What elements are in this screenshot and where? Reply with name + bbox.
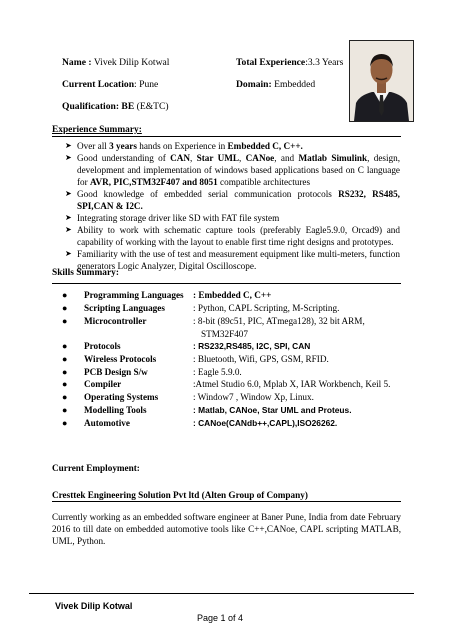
name-field: [62, 57, 169, 68]
list-item: [66, 188, 400, 212]
skill-value: : Matlab, CANoe, Star UML and Proteus.: [193, 405, 352, 416]
skills-section-title: Skills Summary:: [52, 268, 119, 278]
profile-photo: [349, 40, 414, 122]
experience-list: [66, 140, 400, 272]
skill-row: [62, 340, 402, 353]
skills-table: [62, 289, 402, 430]
list-item: [66, 212, 400, 224]
skill-row: [62, 404, 402, 417]
skill-label: PCB Design S/w: [84, 366, 148, 377]
skill-row: [62, 391, 402, 404]
domain-field: [236, 79, 315, 90]
item-bold: RS232, RS485, SPI,CAN & I2C.: [77, 189, 400, 211]
skill-row: [62, 378, 402, 391]
arrow-bullet-icon: ➤: [65, 189, 72, 198]
name-label: Name :: [62, 57, 92, 68]
bullet-icon: ●: [62, 366, 68, 377]
item-text: Good understanding of: [77, 153, 171, 163]
item-text: Ability to work with schematic capture tools (preferably Eagle5.9.0, Orcad9) and capability of working with the layout to enable first time right designs and prototypes.: [77, 225, 400, 247]
domain-value: Embedded: [274, 79, 316, 90]
bullet-icon: ●: [62, 302, 68, 313]
bullet-icon: ●: [62, 418, 68, 429]
skill-label: Protocols: [84, 340, 121, 351]
bullet-icon: ●: [62, 405, 68, 416]
item-bold: 3 years: [109, 141, 137, 151]
bullet-icon: ●: [62, 315, 68, 326]
section-divider: [52, 501, 401, 502]
skill-row: [62, 315, 402, 340]
location-value: : Pune: [134, 79, 159, 90]
skill-label: Compiler: [84, 379, 122, 390]
skill-row: [62, 289, 402, 302]
skill-label: Modelling Tools: [84, 405, 147, 416]
skill-value: : Python, CAPL Scripting, M-Scripting.: [193, 302, 340, 313]
employment-description: Currently working as an embedded software engineer at Baner Pune, India from date February 2016 to till date on embedded automotive tools like C++,CANoe, CAPL scripting MATLAB, UML, Python.: [52, 512, 401, 546]
skill-label: Programming Languages: [84, 290, 184, 300]
qualification-value-bold: : BE: [115, 101, 135, 112]
bullet-icon: ●: [62, 290, 68, 300]
item-text: Good knowledge of embedded serial communication protocols: [77, 189, 339, 199]
company-name: Cresttek Engineering Solution Pvt ltd (Alten Group of Company): [52, 490, 308, 500]
skill-label: Automotive: [84, 418, 130, 429]
item-text: ,: [189, 153, 197, 163]
skill-label: Operating Systems: [84, 392, 159, 403]
skill-value: : CANoe(CANdb++,CAPL),ISO26262.: [193, 418, 338, 429]
item-text: ,: [239, 153, 246, 163]
arrow-bullet-icon: ➤: [65, 225, 72, 234]
location-field: [62, 79, 158, 90]
item-text: Familiarity with the use of test and measurement equipment like multi-meters, function generators Logic Analyzer, Digital Oscilloscope.: [77, 249, 400, 271]
item-text: compatible architectures: [217, 177, 311, 187]
name-value: Vivek Dilip Kotwal: [93, 57, 170, 68]
skill-value: : Window7 , Window Xp, Linux.: [193, 392, 314, 403]
item-bold: Embedded C, C++.: [227, 141, 303, 151]
bullet-icon: ●: [62, 392, 68, 403]
domain-label: Domain:: [236, 79, 272, 90]
skill-value: : Eagle 5.9.0.: [193, 366, 242, 377]
footer-divider: [29, 593, 414, 594]
arrow-bullet-icon: ➤: [65, 249, 72, 258]
skill-value-continued: STM32F407: [201, 328, 248, 339]
person-photo-icon: [350, 41, 413, 121]
list-item: [66, 224, 400, 248]
item-bold: AVR, PIC,STM32F407 and 8051: [90, 177, 218, 187]
experience-value: :3.3 Years: [305, 57, 344, 68]
experience-field: [236, 57, 343, 68]
item-text: , design, development and implementation of windows based applications based on C language for: [77, 153, 401, 187]
arrow-bullet-icon: ➤: [65, 141, 72, 150]
skill-value: :Atmel Studio 6.0, Mplab X, IAR Workbench, Keil 5.: [193, 379, 391, 390]
skill-value: : RS232,RS485, I2C, SPI, CAN: [193, 340, 311, 351]
skill-row: [62, 353, 402, 366]
skill-label: Scripting Languages: [84, 302, 165, 313]
bullet-icon: ●: [62, 353, 68, 364]
skill-label: Wireless Protocols: [84, 353, 157, 364]
qualification-field: [62, 101, 169, 112]
bullet-icon: ●: [62, 340, 68, 351]
experience-section-title: Experience Summary:: [52, 125, 142, 135]
footer-name: Vivek Dilip Kotwal: [55, 601, 133, 611]
page-number: Page 1 of 4: [197, 613, 244, 623]
list-item: [66, 152, 400, 188]
list-item: [66, 140, 400, 152]
skill-value: : Bluetooth, Wifi, GPS, GSM, RFID.: [193, 353, 329, 364]
skill-value: : Embedded C, C++: [193, 290, 272, 300]
item-bold: CAN: [170, 153, 190, 163]
employment-section-title: Current Employment:: [52, 463, 140, 473]
skill-row: [62, 302, 402, 315]
skill-row: [62, 366, 402, 379]
skill-label: Microcontroller: [84, 315, 147, 326]
skill-value: : 8-bit (89c51, PIC, ATmega128), 32 bit ARM,: [193, 315, 365, 326]
item-text: Integrating storage driver like SD with FAT file system: [77, 213, 280, 223]
item-bold: CANoe: [245, 153, 275, 163]
qualification-label: Qualification: [62, 101, 116, 112]
item-bold: Matlab Simulink: [298, 153, 368, 163]
section-divider: [52, 136, 401, 137]
item-text: , and: [274, 153, 299, 163]
section-divider: [52, 283, 401, 284]
location-label: Current Location: [62, 79, 135, 90]
item-text: hands on Experience in: [136, 141, 228, 151]
item-bold: Star UML: [196, 153, 240, 163]
experience-label: Total Experience: [236, 57, 306, 68]
arrow-bullet-icon: ➤: [65, 213, 72, 222]
item-text: Over all: [77, 141, 110, 151]
skill-row: [62, 417, 402, 430]
arrow-bullet-icon: ➤: [65, 153, 72, 162]
qualification-value: (E&TC): [136, 101, 169, 112]
bullet-icon: ●: [62, 379, 68, 390]
